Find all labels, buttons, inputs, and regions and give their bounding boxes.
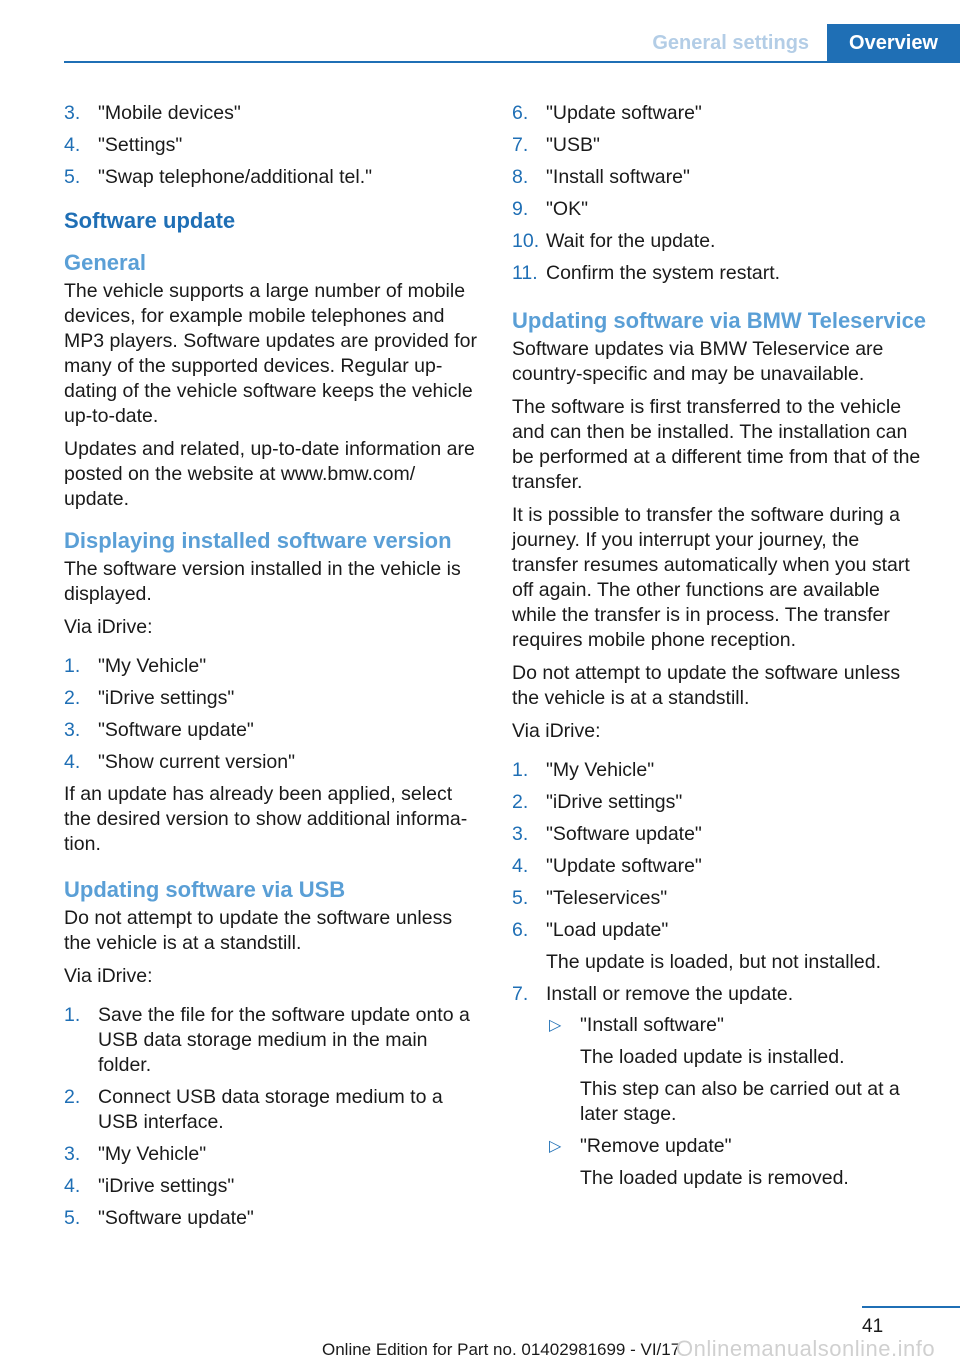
- list-number: 11.: [512, 262, 538, 284]
- list-item: [512, 790, 928, 815]
- sub-list: [546, 1013, 928, 1191]
- left-column: [64, 101, 480, 1238]
- list-item: [512, 133, 928, 158]
- paragraph: It is possible to transfer the software during a journey. If you interrupt your journey, the transfer resumes automatically when you start off again. The other functions are available while the transfer is in process. The transfer requires mobile phone reception.: [512, 504, 910, 651]
- list-text: "Update software": [546, 855, 702, 877]
- list-text: "Install software": [546, 166, 690, 188]
- heading-usb-update: Updating software via USB: [64, 877, 346, 902]
- paragraph: Via iDrive:: [64, 965, 153, 987]
- triangle-bullet-icon: ▷: [549, 1138, 562, 1155]
- list-number: 3.: [64, 102, 81, 124]
- list-item: [512, 822, 928, 847]
- list-number: 1.: [64, 1004, 81, 1026]
- list-number: 2.: [64, 1086, 81, 1108]
- list-item: [512, 886, 928, 911]
- paragraph: Do not attempt to update the software unless the vehicle is at a standstill.: [512, 662, 901, 709]
- heading-displaying-version: Displaying installed software version: [64, 528, 452, 553]
- paragraph: The software version installed in the vehicle is displayed.: [64, 558, 461, 605]
- list-item: [64, 1174, 480, 1199]
- list-item: [64, 654, 480, 679]
- heading-teleservice-update: Updating software via BMW Teleservice: [512, 308, 927, 333]
- list-text: "Software update": [98, 1207, 254, 1229]
- list-number: 2.: [64, 687, 81, 709]
- list-number: 3.: [64, 1143, 81, 1165]
- sub-list-text: "Install software": [580, 1014, 724, 1036]
- list-number: 3.: [64, 719, 81, 741]
- list-text: "My Vehicle": [546, 759, 655, 781]
- list-text: Connect USB data storage medium to a USB interface.: [98, 1086, 443, 1133]
- paragraph: The software is first transferred to the vehicle and can then be installed. The installation can be performed at a different time from that of the transfer.: [512, 396, 921, 493]
- list-usb-update-continued: [512, 101, 928, 286]
- list-item: [64, 718, 480, 743]
- watermark: Onlinemanualsonline.info: [676, 1336, 936, 1361]
- list-usb-update: [64, 1003, 480, 1231]
- sub-list-text: "Remove update": [580, 1135, 732, 1157]
- list-number: 10.: [512, 230, 540, 252]
- list-item: [64, 165, 480, 190]
- sub-list-item: [546, 1013, 928, 1127]
- list-text: "Teleservices": [546, 887, 668, 909]
- list-text: "USB": [546, 134, 600, 156]
- list-text: "iDrive settings": [546, 791, 683, 813]
- list-item: [64, 1206, 480, 1231]
- list-number: 3.: [512, 823, 529, 845]
- list-text: "iDrive settings": [98, 687, 235, 709]
- list-text: "My Vehicle": [98, 655, 207, 677]
- list-item: [512, 101, 928, 126]
- list-item: [64, 101, 480, 126]
- list-number: 6.: [512, 919, 529, 941]
- list-number: 4.: [512, 855, 529, 877]
- list-number: 1.: [512, 759, 529, 781]
- list-number: 9.: [512, 198, 529, 220]
- list-item: [64, 1142, 480, 1167]
- list-text: "Swap telephone/additional tel.": [98, 166, 373, 188]
- list-item: [64, 750, 480, 775]
- list-text: "Software update": [546, 823, 702, 845]
- list-item: [512, 854, 928, 879]
- list-teleservice-update: [512, 758, 928, 1191]
- list-item: [512, 165, 928, 190]
- paragraph: Software updates via BMW Teleservice are country-specific and may be unavailable.: [512, 338, 884, 385]
- list-item: [512, 261, 928, 286]
- list-item-continuation: The update is loaded, but not installed.: [546, 951, 881, 973]
- sub-list-continuation: The loaded update is removed.: [580, 1167, 849, 1189]
- list-number: 4.: [64, 134, 81, 156]
- list-text: "My Vehicle": [98, 1143, 207, 1165]
- paragraph: Do not attempt to update the software unless the vehicle is at a standstill.: [64, 907, 453, 954]
- list-item: [64, 133, 480, 158]
- list-text: Save the file for the software update onto a USB data storage medium in the main folder.: [98, 1004, 470, 1076]
- list-display-version: [64, 654, 480, 775]
- sub-list-continuation: This step can also be carried out at a later stage.: [580, 1078, 900, 1125]
- section-title-software-update: Software update: [64, 208, 236, 233]
- list-item: [512, 758, 928, 783]
- list-text: "iDrive settings": [98, 1175, 235, 1197]
- list-number: 5.: [64, 1207, 81, 1229]
- heading-general: General: [64, 250, 146, 275]
- list-text: Confirm the system restart.: [546, 262, 781, 284]
- list-text: "Settings": [98, 134, 183, 156]
- page-number: 41: [862, 1316, 884, 1337]
- paragraph: The vehicle supports a large number of mobile devices, for example mobile telephones and MP3 players. Software updates are provided for many of the supported devices. Regular updating of the vehicle software keeps the vehicle up-to-date.: [64, 280, 477, 427]
- list-text: Install or remove the update.: [546, 983, 794, 1005]
- list-text: "OK": [546, 198, 589, 220]
- tab-overview[interactable]: Overview: [827, 24, 960, 62]
- list-text: Wait for the update.: [546, 230, 716, 252]
- list-number: 5.: [64, 166, 81, 188]
- sub-list-item: [546, 1134, 928, 1191]
- paragraph: Updates and related, up-to-date information are posted on the website at www.bmw.com/ update.: [64, 438, 475, 510]
- list-number: 5.: [512, 887, 529, 909]
- list-text: "Load update": [546, 919, 669, 941]
- list-number: 7.: [512, 983, 529, 1005]
- list-item: [512, 982, 928, 1191]
- footer-rule: [862, 1306, 960, 1308]
- triangle-bullet-icon: ▷: [549, 1017, 562, 1034]
- list-text: "Show current version": [98, 751, 296, 773]
- list-number: 4.: [64, 751, 81, 773]
- list-text: "Mobile devices": [98, 102, 241, 124]
- list-item: [64, 686, 480, 711]
- paragraph: Via iDrive:: [64, 616, 153, 638]
- list-text: "Update software": [546, 102, 702, 124]
- list-item: [512, 229, 928, 254]
- list-number: 7.: [512, 134, 529, 156]
- list-item: [64, 1003, 480, 1078]
- edition-note: Online Edition for Part no. 01402981699 - VI/17: [322, 1340, 681, 1359]
- list-item: [512, 918, 928, 975]
- header-rule: [64, 61, 960, 63]
- paragraph: Via iDrive:: [512, 720, 601, 742]
- list-number: 6.: [512, 102, 529, 124]
- header-tabs: [634, 24, 960, 62]
- list-text: "Software update": [98, 719, 254, 741]
- list-number: 4.: [64, 1175, 81, 1197]
- paragraph: If an update has already been applied, select the desired version to show additional information.: [64, 783, 468, 855]
- list-number: 2.: [512, 791, 529, 813]
- list-item: [512, 197, 928, 222]
- list-mobile-devices: [64, 101, 480, 190]
- sub-list-continuation: The loaded update is installed.: [580, 1046, 845, 1068]
- list-number: 1.: [64, 655, 81, 677]
- tab-general-settings[interactable]: General settings: [634, 24, 827, 62]
- list-number: 8.: [512, 166, 529, 188]
- list-item: [64, 1085, 480, 1135]
- right-column: [512, 101, 928, 1198]
